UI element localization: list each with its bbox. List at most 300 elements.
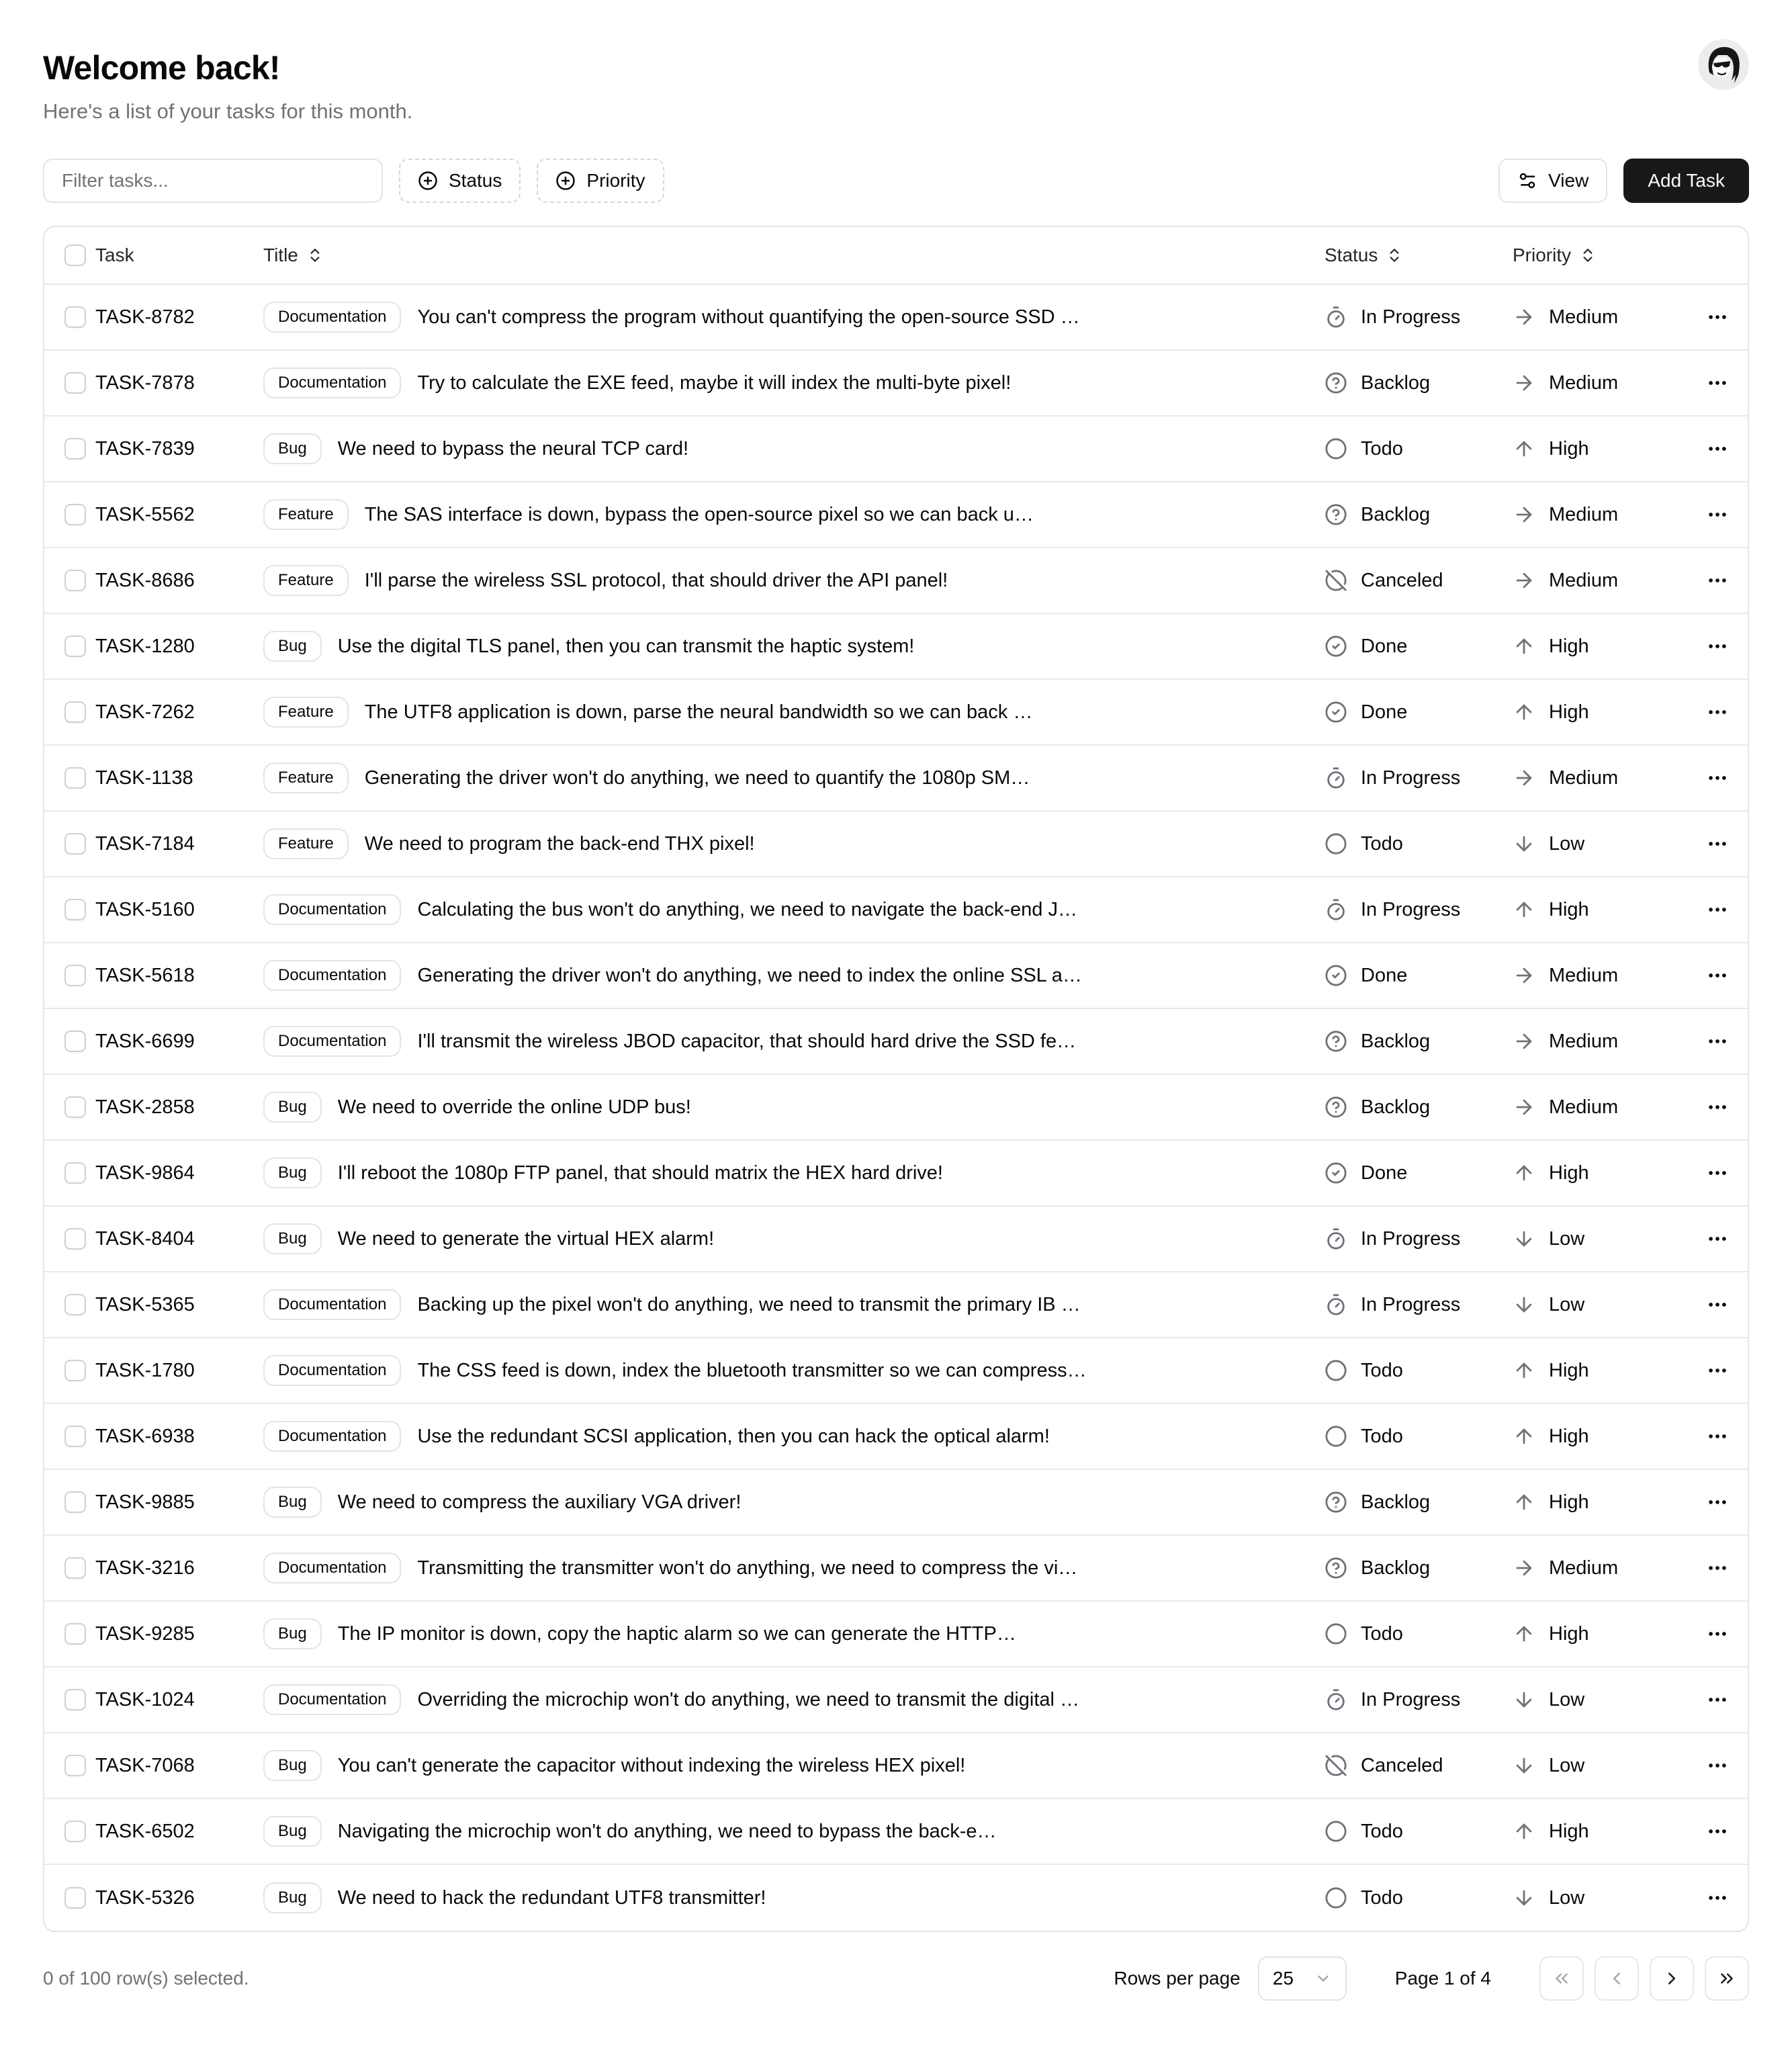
task-title: We need to hack the redundant UTF8 transmitter! bbox=[337, 1886, 766, 1909]
label-badge: Bug bbox=[263, 433, 322, 464]
row-checkbox[interactable] bbox=[64, 1294, 86, 1315]
row-actions-button[interactable] bbox=[1699, 694, 1736, 730]
task-title: Overriding the microchip won't do anything, we need to transmit the digital … bbox=[417, 1688, 1080, 1710]
status-text: Backlog bbox=[1361, 1557, 1431, 1579]
more-horizontal-icon bbox=[1706, 635, 1729, 658]
timer-icon bbox=[1325, 1227, 1347, 1250]
arrow-up-icon bbox=[1513, 1622, 1535, 1645]
table-row bbox=[44, 1009, 1748, 1075]
label-badge: Documentation bbox=[263, 960, 401, 991]
table-row bbox=[44, 943, 1748, 1009]
status-text: Todo bbox=[1361, 1886, 1403, 1909]
status-text: Canceled bbox=[1361, 1754, 1443, 1776]
row-actions-button[interactable] bbox=[1699, 1418, 1736, 1454]
status-text: Todo bbox=[1361, 1425, 1403, 1447]
priority-text: Medium bbox=[1549, 372, 1619, 394]
table-row bbox=[44, 1667, 1748, 1733]
table-toolbar bbox=[43, 159, 1749, 203]
row-checkbox[interactable] bbox=[64, 438, 86, 460]
row-checkbox[interactable] bbox=[64, 1096, 86, 1118]
label-badge: Documentation bbox=[263, 367, 401, 398]
task-title: The UTF8 application is down, parse the neural bandwidth so we can back … bbox=[364, 701, 1033, 723]
task-id: TASK-9864 bbox=[95, 1162, 195, 1184]
label-badge: Documentation bbox=[263, 1355, 401, 1386]
circle-off-icon bbox=[1325, 569, 1347, 592]
priority-text: Medium bbox=[1549, 503, 1619, 525]
label-badge: Feature bbox=[263, 565, 349, 596]
toolbar-actions bbox=[1498, 159, 1749, 203]
priority-text: Medium bbox=[1549, 1557, 1619, 1579]
row-actions-button[interactable] bbox=[1699, 1352, 1736, 1389]
row-actions-button[interactable] bbox=[1699, 1616, 1736, 1652]
table-row bbox=[44, 285, 1748, 351]
row-actions-button[interactable] bbox=[1699, 365, 1736, 401]
arrow-up-icon bbox=[1513, 1425, 1535, 1448]
row-actions-button[interactable] bbox=[1699, 1221, 1736, 1257]
more-horizontal-icon bbox=[1706, 1622, 1729, 1645]
rows-per-page-label: Rows per page bbox=[1114, 1968, 1241, 1989]
view-button-label: View bbox=[1548, 170, 1589, 191]
user-avatar[interactable] bbox=[1698, 39, 1749, 90]
label-badge: Bug bbox=[263, 631, 322, 662]
label-badge: Bug bbox=[263, 1223, 322, 1254]
chevrons-up-down-icon bbox=[1386, 247, 1403, 264]
task-title: Navigating the microchip won't do anything, we need to bypass the back-e… bbox=[337, 1820, 997, 1842]
priority-text: High bbox=[1549, 1820, 1589, 1842]
row-actions-button[interactable] bbox=[1699, 1682, 1736, 1718]
status-text: Todo bbox=[1361, 832, 1403, 855]
priority-text: Medium bbox=[1549, 964, 1619, 986]
arrow-down-icon bbox=[1513, 832, 1535, 855]
arrow-down-icon bbox=[1513, 1227, 1535, 1250]
arrow-up-icon bbox=[1513, 1820, 1535, 1843]
check-circle-icon bbox=[1325, 1162, 1347, 1184]
table-row bbox=[44, 1075, 1748, 1141]
priority-text: Low bbox=[1549, 1754, 1585, 1776]
arrow-down-icon bbox=[1513, 1688, 1535, 1711]
task-title: We need to override the online UDP bus! bbox=[337, 1096, 691, 1118]
arrow-right-icon bbox=[1513, 372, 1535, 394]
more-horizontal-icon bbox=[1706, 1754, 1729, 1777]
task-id: TASK-5160 bbox=[95, 898, 195, 920]
status-text: Backlog bbox=[1361, 503, 1431, 525]
priority-text: Medium bbox=[1549, 767, 1619, 789]
chevron-down-icon bbox=[1314, 1970, 1332, 1987]
topbar bbox=[43, 39, 1749, 124]
help-circle-icon bbox=[1325, 372, 1347, 394]
page-subtitle: Here's a list of your tasks for this month. bbox=[43, 99, 413, 123]
page-indicator: Page 1 of 4 bbox=[1394, 1968, 1491, 1989]
row-actions-button[interactable] bbox=[1699, 1484, 1736, 1520]
task-id: TASK-9885 bbox=[95, 1491, 195, 1513]
task-title: We need to generate the virtual HEX alarm! bbox=[337, 1227, 715, 1250]
priority-filter-button[interactable] bbox=[537, 159, 664, 203]
task-id: TASK-5326 bbox=[95, 1886, 195, 1909]
circle-icon bbox=[1325, 832, 1347, 855]
row-checkbox[interactable] bbox=[64, 1689, 86, 1710]
arrow-up-icon bbox=[1513, 437, 1535, 460]
task-id: TASK-6699 bbox=[95, 1030, 195, 1052]
first-page-button[interactable] bbox=[1539, 1956, 1584, 2001]
priority-text: Medium bbox=[1549, 306, 1619, 328]
circle-off-icon bbox=[1325, 1754, 1347, 1777]
plus-circle-icon bbox=[555, 171, 576, 191]
priority-text: Low bbox=[1549, 1886, 1585, 1909]
table-row bbox=[44, 1733, 1748, 1799]
status-text: In Progress bbox=[1361, 1227, 1461, 1250]
more-horizontal-icon bbox=[1706, 1162, 1729, 1184]
pager bbox=[1539, 1956, 1749, 2001]
plus-circle-icon bbox=[418, 171, 438, 191]
next-page-button[interactable] bbox=[1650, 1956, 1694, 2001]
label-badge: Bug bbox=[263, 1882, 322, 1913]
status-text: Canceled bbox=[1361, 569, 1443, 591]
task-title: I'll reboot the 1080p FTP panel, that should matrix the HEX hard drive! bbox=[337, 1162, 943, 1184]
page-title: Welcome back! bbox=[43, 49, 280, 87]
row-actions-button[interactable] bbox=[1699, 1287, 1736, 1323]
task-title: Use the redundant SCSI application, then you can hack the optical alarm! bbox=[417, 1425, 1050, 1447]
more-horizontal-icon bbox=[1706, 1030, 1729, 1053]
column-header-task: Task bbox=[95, 245, 134, 265]
row-checkbox[interactable] bbox=[64, 965, 86, 986]
priority-text: High bbox=[1549, 701, 1589, 723]
arrow-up-icon bbox=[1513, 1359, 1535, 1382]
help-circle-icon bbox=[1325, 503, 1347, 526]
row-checkbox[interactable] bbox=[64, 1426, 86, 1447]
status-text: Todo bbox=[1361, 1359, 1403, 1381]
table-row bbox=[44, 417, 1748, 482]
row-actions-button[interactable] bbox=[1699, 1155, 1736, 1191]
check-circle-icon bbox=[1325, 964, 1347, 987]
row-actions-button[interactable] bbox=[1699, 562, 1736, 599]
add-task-button[interactable] bbox=[1623, 159, 1749, 203]
row-checkbox[interactable] bbox=[64, 1228, 86, 1250]
add-task-label: Add Task bbox=[1648, 170, 1725, 191]
row-actions-button[interactable] bbox=[1699, 299, 1736, 335]
row-actions-button[interactable] bbox=[1699, 891, 1736, 928]
table-row bbox=[44, 812, 1748, 877]
row-actions-button[interactable] bbox=[1699, 1813, 1736, 1850]
more-horizontal-icon bbox=[1706, 1096, 1729, 1119]
status-text: Backlog bbox=[1361, 1030, 1431, 1052]
label-badge: Bug bbox=[263, 1092, 322, 1123]
chevrons-right-icon bbox=[1717, 1968, 1737, 1989]
status-text: Done bbox=[1361, 701, 1408, 723]
priority-text: Low bbox=[1549, 1688, 1585, 1710]
task-id: TASK-1280 bbox=[95, 635, 195, 657]
more-horizontal-icon bbox=[1706, 898, 1729, 921]
table-row bbox=[44, 614, 1748, 680]
row-checkbox[interactable] bbox=[64, 1557, 86, 1579]
view-options-button[interactable] bbox=[1498, 159, 1607, 203]
avatar-illustration bbox=[1698, 39, 1749, 90]
circle-icon bbox=[1325, 1820, 1347, 1843]
row-checkbox[interactable] bbox=[64, 1162, 86, 1184]
task-id: TASK-5618 bbox=[95, 964, 195, 986]
row-checkbox[interactable] bbox=[64, 504, 86, 525]
arrow-up-icon bbox=[1513, 635, 1535, 658]
task-id: TASK-7184 bbox=[95, 832, 195, 855]
arrow-up-icon bbox=[1513, 1162, 1535, 1184]
task-title: I'll transmit the wireless JBOD capacitor, that should hard drive the SSD fe… bbox=[417, 1030, 1077, 1052]
task-title: Use the digital TLS panel, then you can transmit the haptic system! bbox=[337, 635, 915, 657]
row-checkbox[interactable] bbox=[64, 1360, 86, 1381]
task-title: Generating the driver won't do anything, we need to quantify the 1080p SM… bbox=[364, 767, 1030, 789]
priority-text: Medium bbox=[1549, 569, 1619, 591]
row-checkbox[interactable] bbox=[64, 833, 86, 855]
more-horizontal-icon bbox=[1706, 1491, 1729, 1514]
chevrons-up-down-icon bbox=[1579, 247, 1597, 264]
label-badge: Bug bbox=[263, 1750, 322, 1781]
select-all-checkbox[interactable] bbox=[64, 245, 86, 266]
help-circle-icon bbox=[1325, 1096, 1347, 1119]
circle-icon bbox=[1325, 1425, 1347, 1448]
tasks-table bbox=[43, 226, 1749, 1932]
task-title: Generating the driver won't do anything, we need to index the online SSL a… bbox=[417, 964, 1082, 986]
priority-text: High bbox=[1549, 1491, 1589, 1513]
task-title: Transmitting the transmitter won't do anything, we need to compress the vi… bbox=[417, 1557, 1078, 1579]
row-actions-button[interactable] bbox=[1699, 431, 1736, 467]
task-title: We need to compress the auxiliary VGA driver! bbox=[337, 1491, 742, 1513]
task-id: TASK-8782 bbox=[95, 306, 195, 328]
task-id: TASK-8686 bbox=[95, 569, 195, 591]
more-horizontal-icon bbox=[1706, 503, 1729, 526]
chevron-left-icon bbox=[1607, 1968, 1627, 1989]
priority-text: High bbox=[1549, 437, 1589, 460]
status-text: In Progress bbox=[1361, 1293, 1461, 1315]
column-header-status[interactable]: Status bbox=[1278, 245, 1486, 266]
chevron-right-icon bbox=[1662, 1968, 1682, 1989]
label-badge: Feature bbox=[263, 499, 349, 530]
table-row bbox=[44, 1602, 1748, 1667]
task-id: TASK-9285 bbox=[95, 1622, 195, 1645]
more-horizontal-icon bbox=[1706, 701, 1729, 724]
row-actions-button[interactable] bbox=[1699, 1089, 1736, 1125]
task-id: TASK-5562 bbox=[95, 503, 195, 525]
arrow-up-icon bbox=[1513, 1491, 1535, 1514]
status-filter-button[interactable] bbox=[399, 159, 521, 203]
status-text: In Progress bbox=[1361, 1688, 1461, 1710]
circle-icon bbox=[1325, 437, 1347, 460]
sliders-icon bbox=[1517, 171, 1537, 191]
label-badge: Feature bbox=[263, 763, 349, 793]
status-text: Backlog bbox=[1361, 372, 1431, 394]
table-row bbox=[44, 1865, 1748, 1931]
chevrons-up-down-icon bbox=[306, 247, 324, 264]
row-checkbox[interactable] bbox=[64, 899, 86, 920]
task-id: TASK-6938 bbox=[95, 1425, 195, 1447]
row-actions-button[interactable] bbox=[1699, 496, 1736, 533]
task-title: You can't generate the capacitor without indexing the wireless HEX pixel! bbox=[337, 1754, 966, 1776]
row-checkbox[interactable] bbox=[64, 1623, 86, 1645]
table-row bbox=[44, 1470, 1748, 1536]
task-id: TASK-1780 bbox=[95, 1359, 195, 1381]
row-checkbox[interactable] bbox=[64, 306, 86, 328]
row-checkbox[interactable] bbox=[64, 1031, 86, 1052]
status-text: In Progress bbox=[1361, 898, 1461, 920]
more-horizontal-icon bbox=[1706, 306, 1729, 329]
row-actions-button[interactable] bbox=[1699, 760, 1736, 796]
status-filter-label: Status bbox=[449, 170, 502, 191]
row-checkbox[interactable] bbox=[64, 1887, 86, 1909]
label-badge: Documentation bbox=[263, 1026, 401, 1057]
status-text: Todo bbox=[1361, 437, 1403, 460]
label-badge: Bug bbox=[263, 1618, 322, 1649]
task-id: TASK-1024 bbox=[95, 1688, 195, 1710]
label-badge: Feature bbox=[263, 697, 349, 728]
task-title: Backing up the pixel won't do anything, we need to transmit the primary IB … bbox=[417, 1293, 1081, 1315]
more-horizontal-icon bbox=[1706, 1293, 1729, 1316]
row-actions-button[interactable] bbox=[1699, 1880, 1736, 1916]
arrow-right-icon bbox=[1513, 1030, 1535, 1053]
table-row bbox=[44, 746, 1748, 812]
status-text: In Progress bbox=[1361, 767, 1461, 789]
more-horizontal-icon bbox=[1706, 1359, 1729, 1382]
arrow-right-icon bbox=[1513, 964, 1535, 987]
more-horizontal-icon bbox=[1706, 1425, 1729, 1448]
label-badge: Bug bbox=[263, 1158, 322, 1188]
check-circle-icon bbox=[1325, 701, 1347, 724]
task-title: The SAS interface is down, bypass the open-source pixel so we can back u… bbox=[364, 503, 1034, 525]
rows-per-page-value: 25 bbox=[1272, 1968, 1294, 1989]
timer-icon bbox=[1325, 306, 1347, 329]
rows-per-page bbox=[1114, 1956, 1346, 2001]
row-checkbox[interactable] bbox=[64, 1821, 86, 1842]
last-page-button[interactable] bbox=[1705, 1956, 1749, 2001]
priority-filter-label: Priority bbox=[586, 170, 645, 191]
table-row bbox=[44, 1404, 1748, 1470]
label-badge: Bug bbox=[263, 1487, 322, 1518]
arrow-up-icon bbox=[1513, 701, 1535, 724]
task-id: TASK-6502 bbox=[95, 1820, 195, 1842]
status-text: Backlog bbox=[1361, 1096, 1431, 1118]
row-actions-button[interactable] bbox=[1699, 1023, 1736, 1059]
table-row bbox=[44, 877, 1748, 943]
more-horizontal-icon bbox=[1706, 372, 1729, 394]
help-circle-icon bbox=[1325, 1557, 1347, 1579]
table-footer bbox=[43, 1956, 1749, 2001]
row-checkbox[interactable] bbox=[64, 701, 86, 723]
row-actions-button[interactable] bbox=[1699, 1747, 1736, 1784]
timer-icon bbox=[1325, 898, 1347, 921]
more-horizontal-icon bbox=[1706, 437, 1729, 460]
label-badge: Documentation bbox=[263, 1684, 401, 1715]
row-checkbox[interactable] bbox=[64, 1491, 86, 1513]
priority-text: High bbox=[1549, 1622, 1589, 1645]
task-id: TASK-7878 bbox=[95, 372, 195, 394]
task-id: TASK-2858 bbox=[95, 1096, 195, 1118]
task-title: You can't compress the program without quantifying the open-source SSD … bbox=[417, 306, 1080, 328]
task-title: The IP monitor is down, copy the haptic alarm so we can generate the HTTP… bbox=[337, 1622, 1016, 1645]
row-actions-button[interactable] bbox=[1699, 826, 1736, 862]
more-horizontal-icon bbox=[1706, 1688, 1729, 1711]
arrow-right-icon bbox=[1513, 1557, 1535, 1579]
row-checkbox[interactable] bbox=[64, 636, 86, 657]
column-header-title[interactable]: Title bbox=[263, 245, 1278, 266]
timer-icon bbox=[1325, 1688, 1347, 1711]
status-text: In Progress bbox=[1361, 306, 1461, 328]
check-circle-icon bbox=[1325, 635, 1347, 658]
status-text: Done bbox=[1361, 964, 1408, 986]
timer-icon bbox=[1325, 767, 1347, 789]
more-horizontal-icon bbox=[1706, 1886, 1729, 1909]
row-checkbox[interactable] bbox=[64, 1755, 86, 1776]
label-badge: Feature bbox=[263, 828, 349, 859]
table-row bbox=[44, 680, 1748, 746]
help-circle-icon bbox=[1325, 1491, 1347, 1514]
task-id: TASK-8404 bbox=[95, 1227, 195, 1250]
arrow-right-icon bbox=[1513, 503, 1535, 526]
status-text: Todo bbox=[1361, 1622, 1403, 1645]
table-header-row bbox=[44, 227, 1748, 285]
arrow-down-icon bbox=[1513, 1293, 1535, 1316]
filter-tasks-input[interactable] bbox=[43, 159, 383, 203]
label-badge: Documentation bbox=[263, 1289, 401, 1320]
more-horizontal-icon bbox=[1706, 964, 1729, 987]
row-actions-button[interactable] bbox=[1699, 957, 1736, 994]
arrow-right-icon bbox=[1513, 306, 1535, 329]
selection-count: 0 of 100 row(s) selected. bbox=[43, 1968, 249, 1989]
timer-icon bbox=[1325, 1293, 1347, 1316]
priority-text: Medium bbox=[1549, 1030, 1619, 1052]
task-title: We need to bypass the neural TCP card! bbox=[337, 437, 689, 460]
priority-text: High bbox=[1549, 635, 1589, 657]
more-horizontal-icon bbox=[1706, 832, 1729, 855]
rows-per-page-select[interactable] bbox=[1258, 1956, 1347, 2001]
task-title: Calculating the bus won't do anything, we need to navigate the back-end J… bbox=[417, 898, 1077, 920]
label-badge: Documentation bbox=[263, 302, 401, 333]
row-checkbox[interactable] bbox=[64, 372, 86, 394]
chevrons-left-icon bbox=[1552, 1968, 1572, 1989]
arrow-down-icon bbox=[1513, 1754, 1535, 1777]
arrow-right-icon bbox=[1513, 1096, 1535, 1119]
label-badge: Documentation bbox=[263, 1553, 401, 1583]
table-row bbox=[44, 1338, 1748, 1404]
table-row bbox=[44, 1207, 1748, 1272]
pagination-controls bbox=[1114, 1956, 1749, 2001]
task-id: TASK-1138 bbox=[95, 767, 193, 789]
previous-page-button[interactable] bbox=[1595, 1956, 1639, 2001]
task-id: TASK-7839 bbox=[95, 437, 195, 460]
row-checkbox[interactable] bbox=[64, 570, 86, 591]
task-title: The CSS feed is down, index the bluetooth transmitter so we can compress… bbox=[417, 1359, 1087, 1381]
row-checkbox[interactable] bbox=[64, 767, 86, 789]
circle-icon bbox=[1325, 1622, 1347, 1645]
column-header-priority[interactable]: Priority bbox=[1486, 245, 1687, 266]
more-horizontal-icon bbox=[1706, 1557, 1729, 1579]
status-text: Done bbox=[1361, 635, 1408, 657]
task-id: TASK-5365 bbox=[95, 1293, 195, 1315]
status-text: Todo bbox=[1361, 1820, 1403, 1842]
arrow-right-icon bbox=[1513, 569, 1535, 592]
arrow-down-icon bbox=[1513, 1886, 1535, 1909]
task-title: I'll parse the wireless SSL protocol, that should driver the API panel! bbox=[364, 569, 948, 591]
task-id: TASK-3216 bbox=[95, 1557, 195, 1579]
page-heading bbox=[43, 39, 412, 124]
row-actions-button[interactable] bbox=[1699, 628, 1736, 664]
priority-text: Medium bbox=[1549, 1096, 1619, 1118]
row-actions-button[interactable] bbox=[1699, 1550, 1736, 1586]
label-badge: Documentation bbox=[263, 894, 401, 925]
more-horizontal-icon bbox=[1706, 569, 1729, 592]
table-row bbox=[44, 1799, 1748, 1865]
table-row bbox=[44, 548, 1748, 614]
status-text: Backlog bbox=[1361, 1491, 1431, 1513]
status-text: Done bbox=[1361, 1162, 1408, 1184]
table-body bbox=[44, 285, 1748, 1931]
more-horizontal-icon bbox=[1706, 1820, 1729, 1843]
arrow-right-icon bbox=[1513, 767, 1535, 789]
